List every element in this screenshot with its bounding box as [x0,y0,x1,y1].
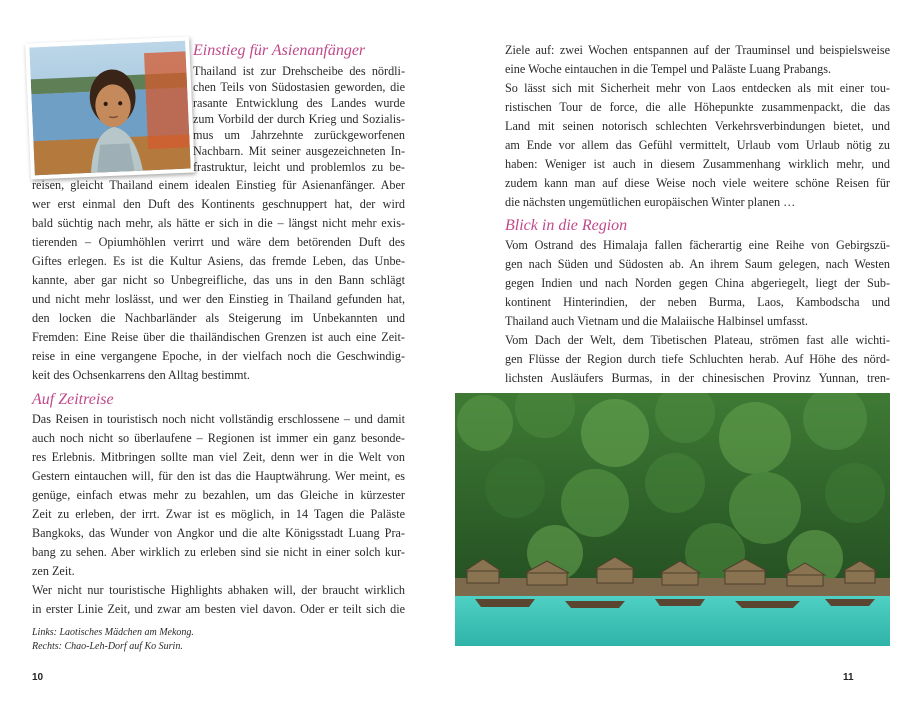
text-line: genüge, einfach etwas mehr zu bezahlen, um das Gleiche in kürzester [32,488,405,502]
text-line: kontinent Hinterindien, der neben Burma, Laos, Kambodscha und [505,295,890,309]
text-line: res Erlebnis. Mitbringen sollte man viel Zeit, denn wer in die Welt von [32,450,405,464]
text-line: mus um Jahrzehnte zurückgeworfenen [193,128,405,142]
text-line: und nicht mehr loslässt, und wer den Einstieg in Thailand gefunden hat, [32,292,405,306]
village-photo-illustration [455,393,890,646]
text-line: Giftes erlegen. Es ist die Kultur Asiens, das fremde Leben, das Unbe- [32,254,405,268]
text-line: chen Teils von Südostasien geworden, die [193,80,405,94]
text-line: Fremden: Eine Reise über die thailändischen Grenzen ist auch eine Zeit- [32,330,405,344]
girl-photo-illustration [29,41,190,176]
text-line: rasante Entwicklung des Landes wurde [193,96,405,110]
text-line: gen Flüsse der Region durch tiefe Schluchten herab. Auf Höhe des nörd- [505,352,890,366]
text-line: Gestern eintauchen will, für den ist das die Hauptwährung. Wer meint, es [32,469,405,483]
text-line: reise in eine vergangene Epoche, in der vielfach noch die Geschwindig- [32,349,405,363]
text-line: ristischen Tour de force, die alle Höhepunkte zusammenpackt, die das [505,100,890,114]
text-line: Wer nicht nur touristische Highlights abhaken will, der braucht wirklich [32,583,405,597]
text-line: bald süchtig nach mehr, als hätte er sich in die – längst nicht mehr exis- [32,216,405,230]
page-number-right: 11 [843,672,854,683]
text-line: Land mit seinen notorisch schlechten Verkehrsverbindungen bietet, und [505,119,890,133]
text-line: Zeit zu erleben, der irrt. Zwar ist es möglich, in 14 Tagen die Paläste [32,507,405,521]
text-line: zum Vorbild der durch Krieg und Sozialis- [193,112,405,126]
text-line: bang zu sehen. Aber wirklich zu erleben sind sie nicht in einer solch kur- [32,545,405,559]
text-line: am Ende vor allem das Gefühl vermittelt, Urlaub vom Urlaub nötig zu [505,138,890,152]
text-line: Vom Dach der Welt, dem Tibetischen Plateau, strömen fast alle wichti- [505,333,890,347]
text-line: Bangkoks, das Wunder von Angkor und die alte Königsstadt Luang Pra- [32,526,405,540]
text-line: Thailand auch Vietnam und die Malaiische Halbinsel umfasst. [505,314,808,328]
text-line: Vom Ostrand des Himalaja fallen fächerartig eine Reihe von Gebirgszü- [505,238,890,252]
text-line: Thailand ist zur Drehscheibe des nördli- [193,64,405,78]
page-number-left: 10 [32,672,44,683]
photo-laotian-girl [25,36,195,179]
text-line: in erster Linie Zeit, und zwar am besten viel davon. Oder er teilt sich die [32,602,405,616]
text-line: haben: Weniger ist auch in diesem Zusammenhang wirklich mehr, und [505,157,890,171]
text-line: kannte, aber gar nicht so Unbegreifliche, das uns in den Bann schlägt [32,273,405,287]
text-line: Nachbarn. Mit seiner ausgezeichneten In- [193,144,405,158]
photo-chao-leh-village [455,393,890,646]
photo-caption-right: Rechts: Chao-Leh-Dorf auf Ko Surin. [32,641,183,652]
text-line: eine Woche eintauchen in die Tempel und Paläste Luang Prabangs. [505,62,832,76]
photo-caption-left: Links: Laotisches Mädchen am Mekong. [32,627,194,638]
text-line: So lässt sich mit Sicherheit mehr von Laos entdecken als mit einer tou- [505,81,890,95]
text-line: gen nach Süden und Südosten ab. An ihrem Saum gelegen, nach Westen [505,257,890,271]
heading-einstieg: Einstieg für Asienanfänger [193,42,366,59]
text-line: Ziele auf: zwei Wochen entspannen auf der Trauminsel und beispielsweise [505,43,890,57]
text-line: keit des Ochsenkarrens den Alltag bestimmt. [32,368,250,382]
text-line: wer erst einmal den Duft des Kontinents geschnuppert hat, der wird [32,197,405,211]
text-line: den locken die Nachbarländer als Steigerung im Unbekannten und [32,311,405,325]
text-line: Das Reisen in touristisch noch nicht vollständig erschlossene – und damit [32,412,405,426]
text-line: zen Zeit. [32,564,75,578]
text-line: die nächsten ungemütlichen europäischen Winter planen … [505,195,796,209]
text-line: reisen, gleicht Thailand einem idealen Einstieg für Asienanfänger. Aber [32,178,405,192]
text-line: lichsten Ausläufers Burmas, in der chinesischen Provinz Yunnan, tren- [505,371,890,385]
heading-blick: Blick in die Region [505,217,628,234]
text-line: zudem kann man auf diese Weise noch viele weitere schöne Reisen für [505,176,890,190]
heading-zeitreise: Auf Zeitreise [32,391,114,408]
text-line: gegen Indien und nach Norden gegen China abgeriegelt, liegt der Sub- [505,276,890,290]
text-line: auch noch nicht so überlaufene – Regionen ist immer ein ganz besonde- [32,431,405,445]
text-line: tierenden – Opiumhöhlen verirrt und wäre dem betörenden Duft des [32,235,405,249]
text-line: frastruktur, leicht und problemlos zu be- [193,160,405,174]
